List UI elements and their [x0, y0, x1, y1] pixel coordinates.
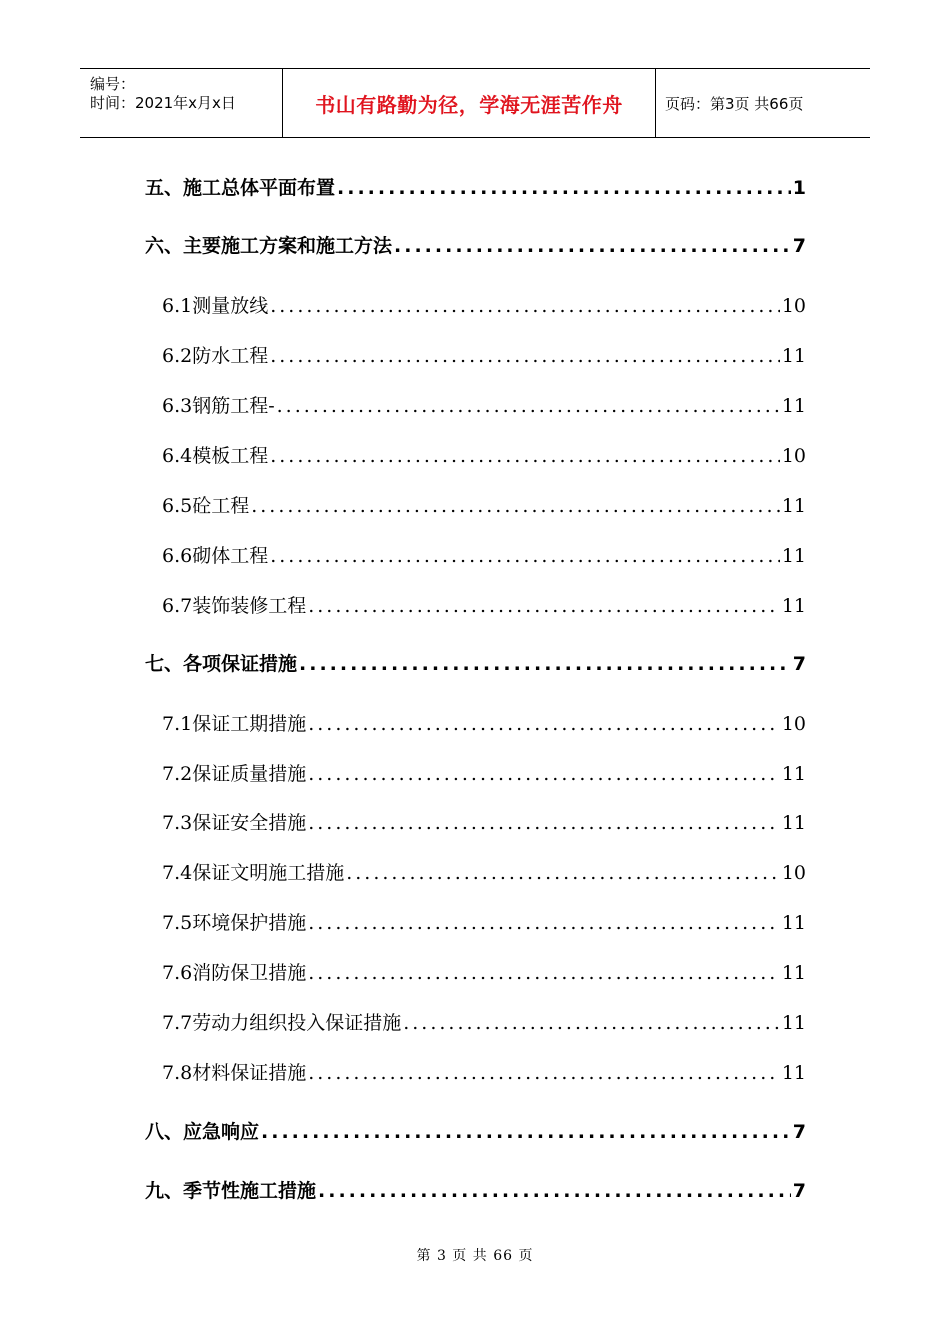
header-page-cell	[655, 69, 870, 137]
toc-entry-title: 7.1保证工期措施	[162, 713, 307, 735]
toc-dot-leader	[251, 495, 780, 517]
toc-entry[interactable]	[162, 808, 806, 835]
page-footer: 第 3 页 共 66 页	[416, 1248, 534, 1264]
toc-entry[interactable]	[162, 391, 806, 418]
toc-dot-leader	[394, 235, 791, 257]
toc-entry-title: 6.2防水工程	[162, 345, 269, 367]
toc-dot-leader	[261, 1121, 791, 1143]
header-meta	[80, 69, 282, 137]
toc-dot-leader	[308, 812, 780, 834]
toc-entry-page-number: 11	[781, 395, 806, 417]
toc-dot-leader	[337, 177, 791, 199]
toc-dot-leader	[308, 595, 780, 617]
toc-entry[interactable]	[162, 341, 806, 368]
toc-entry-title: 六、主要施工方案和施工方法	[145, 235, 393, 257]
toc-entry-title: 6.5砼工程	[162, 495, 250, 517]
toc-dot-leader	[270, 295, 780, 317]
toc-entry-page-number: 7	[792, 1180, 806, 1202]
toc-dot-leader	[270, 345, 780, 367]
toc-entry[interactable]	[162, 291, 806, 318]
toc-entry[interactable]	[162, 1058, 806, 1085]
toc-entry-title: 九、季节性施工措施	[145, 1180, 317, 1202]
toc-entry[interactable]	[145, 1117, 806, 1144]
toc-dot-leader	[270, 545, 780, 567]
toc-entry-page-number: 7	[792, 235, 806, 257]
toc-entry[interactable]	[162, 759, 806, 786]
toc-entry-page-number: 11	[781, 545, 806, 567]
toc-entry-title: 五、施工总体平面布置	[145, 177, 336, 199]
toc-entry-page-number: 11	[781, 345, 806, 367]
toc-entry-title: 七、各项保证措施	[145, 653, 298, 675]
toc-entry[interactable]	[162, 441, 806, 468]
toc-entry[interactable]	[145, 649, 806, 676]
toc-entry-title: 6.6砌体工程	[162, 545, 269, 567]
toc-entry-page-number: 7	[792, 653, 806, 675]
toc-entry-page-number: 11	[781, 812, 806, 834]
page-header	[80, 68, 870, 138]
toc-entry[interactable]	[162, 908, 806, 935]
toc-entry-title: 7.4保证文明施工措施	[162, 862, 345, 884]
toc-entry-title: 7.7劳动力组织投入保证措施	[162, 1012, 402, 1034]
toc-dot-leader	[308, 912, 780, 934]
toc-dot-leader	[308, 763, 780, 785]
toc-dot-leader	[299, 653, 791, 675]
toc-entry-page-number: 1	[792, 177, 806, 199]
toc-entry-page-number: 11	[781, 495, 806, 517]
toc-entry-page-number: 10	[781, 713, 806, 735]
toc-entry-page-number: 11	[781, 962, 806, 984]
toc-entry-title: 6.1测量放线	[162, 295, 269, 317]
toc-entry[interactable]	[162, 1008, 806, 1035]
toc-entry[interactable]	[162, 491, 806, 518]
toc-entry[interactable]	[145, 1176, 806, 1203]
toc-entry-title: 7.5环境保护措施	[162, 912, 307, 934]
toc-entry[interactable]	[162, 709, 806, 736]
header-motto: 书山有路勤为径，学海无涯苦作舟	[315, 92, 623, 117]
toc-entry[interactable]	[162, 591, 806, 618]
toc-dot-leader	[277, 395, 780, 417]
toc-entry-page-number: 11	[781, 912, 806, 934]
toc-entry-title: 7.3保证安全措施	[162, 812, 307, 834]
document-date: 时间：2021年x月x日	[90, 94, 236, 112]
toc-dot-leader	[403, 1012, 780, 1034]
toc-dot-leader	[308, 713, 780, 735]
toc-entry-page-number: 7	[792, 1121, 806, 1143]
toc-entry-page-number: 10	[781, 295, 806, 317]
header-page-info: 页码：第3页 共66页	[665, 94, 804, 113]
toc-dot-leader	[308, 1062, 780, 1084]
toc-entry[interactable]	[162, 541, 806, 568]
toc-entry[interactable]	[145, 231, 806, 258]
toc-entry[interactable]	[162, 858, 806, 885]
toc-entry[interactable]	[162, 958, 806, 985]
toc-entry-title: 7.8材料保证措施	[162, 1062, 307, 1084]
toc-entry[interactable]	[145, 173, 806, 200]
toc-entry-title: 八、应急响应	[145, 1121, 260, 1143]
toc-entry-page-number: 11	[781, 1012, 806, 1034]
toc-entry-page-number: 11	[781, 1062, 806, 1084]
toc-entry-title: 6.4模板工程	[162, 445, 269, 467]
toc-entry-page-number: 11	[781, 595, 806, 617]
toc-dot-leader	[346, 862, 780, 884]
toc-entry-page-number: 11	[781, 763, 806, 785]
header-motto-cell	[282, 69, 656, 137]
toc-entry-page-number: 10	[781, 862, 806, 884]
toc-entry-title: 7.6消防保卫措施	[162, 962, 307, 984]
toc-entry-title: 6.7装饰装修工程	[162, 595, 307, 617]
toc-entry-title: 7.2保证质量措施	[162, 763, 307, 785]
toc-entry-title: 6.3钢筋工程-	[162, 395, 275, 417]
toc-entry-page-number: 10	[781, 445, 806, 467]
toc-dot-leader	[308, 962, 780, 984]
toc-dot-leader	[318, 1180, 791, 1202]
document-number-label: 编号：	[90, 75, 136, 93]
toc-dot-leader	[270, 445, 780, 467]
